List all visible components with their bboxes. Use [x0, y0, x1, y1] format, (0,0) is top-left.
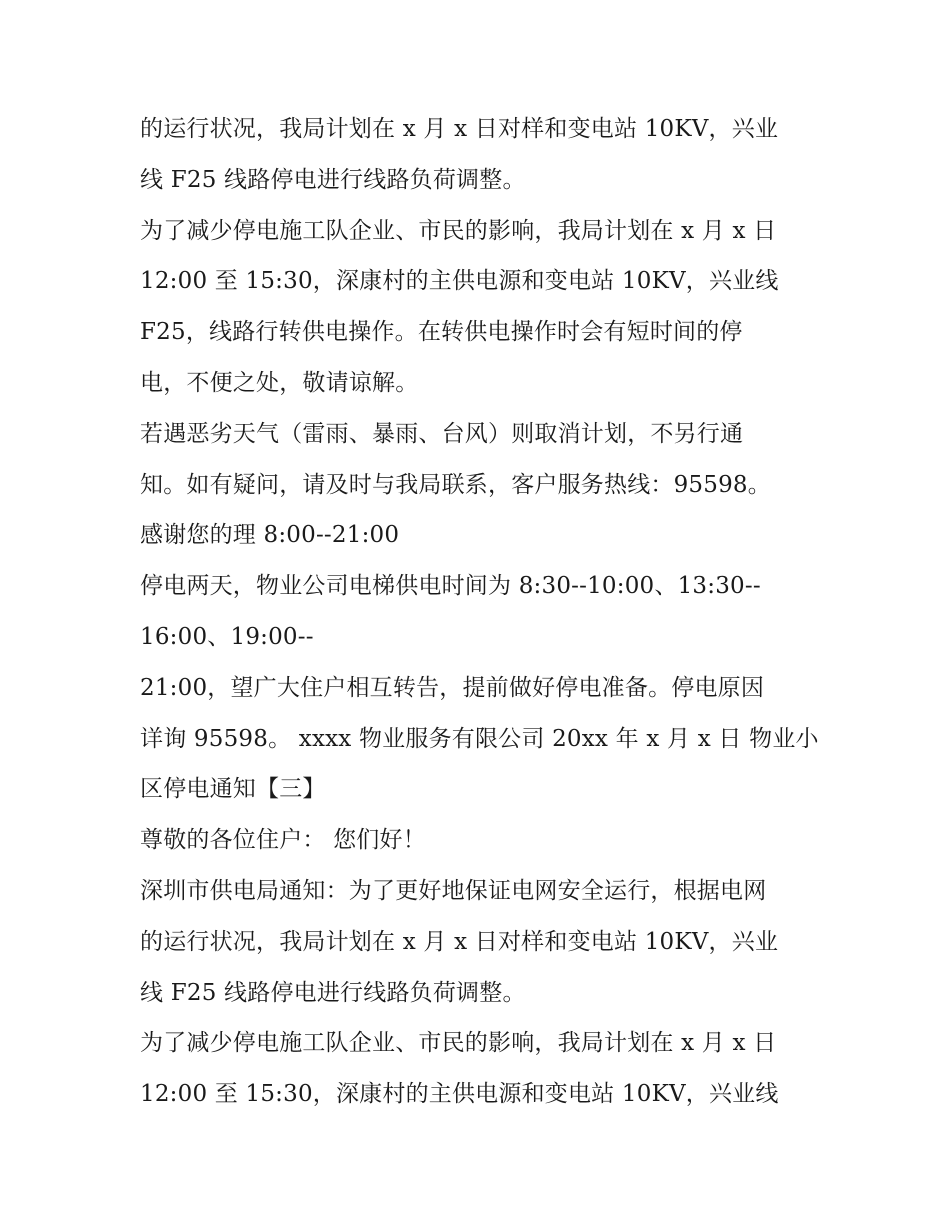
text-line: 线 F25 线路停电进行线路负荷调整。	[140, 979, 526, 1006]
text-line: 21:00，望广大住户相互转告，提前做好停电准备。停电原因	[140, 674, 765, 701]
text-line: F25，线路行转供电操作。在转供电操作时会有短时间的停	[140, 319, 743, 346]
text-line: 详询 95598。 xxxx 物业服务有限公司 20xx 年 x 月 x 日 物业小	[140, 725, 819, 752]
text-line: 感谢您的理 8:00--21:00	[140, 522, 400, 549]
text-line: 为了减少停电施工队企业、市民的影响，我局计划在 x 月 x 日	[140, 217, 777, 244]
text-line: 为了减少停电施工队企业、市民的影响，我局计划在 x 月 x 日	[140, 1030, 777, 1057]
text-line: 线 F25 线路停电进行线路负荷调整。	[140, 166, 526, 193]
text-line: 的运行状况，我局计划在 x 月 x 日对样和变电站 10KV，兴业	[140, 116, 779, 142]
text-line: 的运行状况，我局计划在 x 月 x 日对样和变电站 10KV，兴业	[140, 928, 779, 955]
salutation: 尊敬的各位住户： 您们好！	[140, 827, 426, 854]
text-line: 12:00 至 15:30，深康村的主供电源和变电站 10KV，兴业线	[140, 268, 779, 295]
text-line: 16:00、19:00--	[140, 623, 314, 650]
text-line: 知。如有疑问，请及时与我局联系，客户服务热线：95598。	[140, 471, 771, 498]
section-heading: 区停电通知【三】	[140, 776, 326, 803]
text-line: 深圳市供电局通知：为了更好地保证电网安全运行，根据电网	[140, 877, 767, 904]
text-line: 电，不便之处，敬请谅解。	[140, 369, 419, 396]
text-line: 12:00 至 15:30，深康村的主供电源和变电站 10KV，兴业线	[140, 1081, 779, 1108]
text-line: 停电两天，物业公司电梯供电时间为 8:30--10:00、13:30--	[140, 573, 761, 600]
text-line: 若遇恶劣天气（雷雨、暴雨、台风）则取消计划，不另行通	[140, 420, 744, 447]
document-body	[140, 104, 820, 1120]
